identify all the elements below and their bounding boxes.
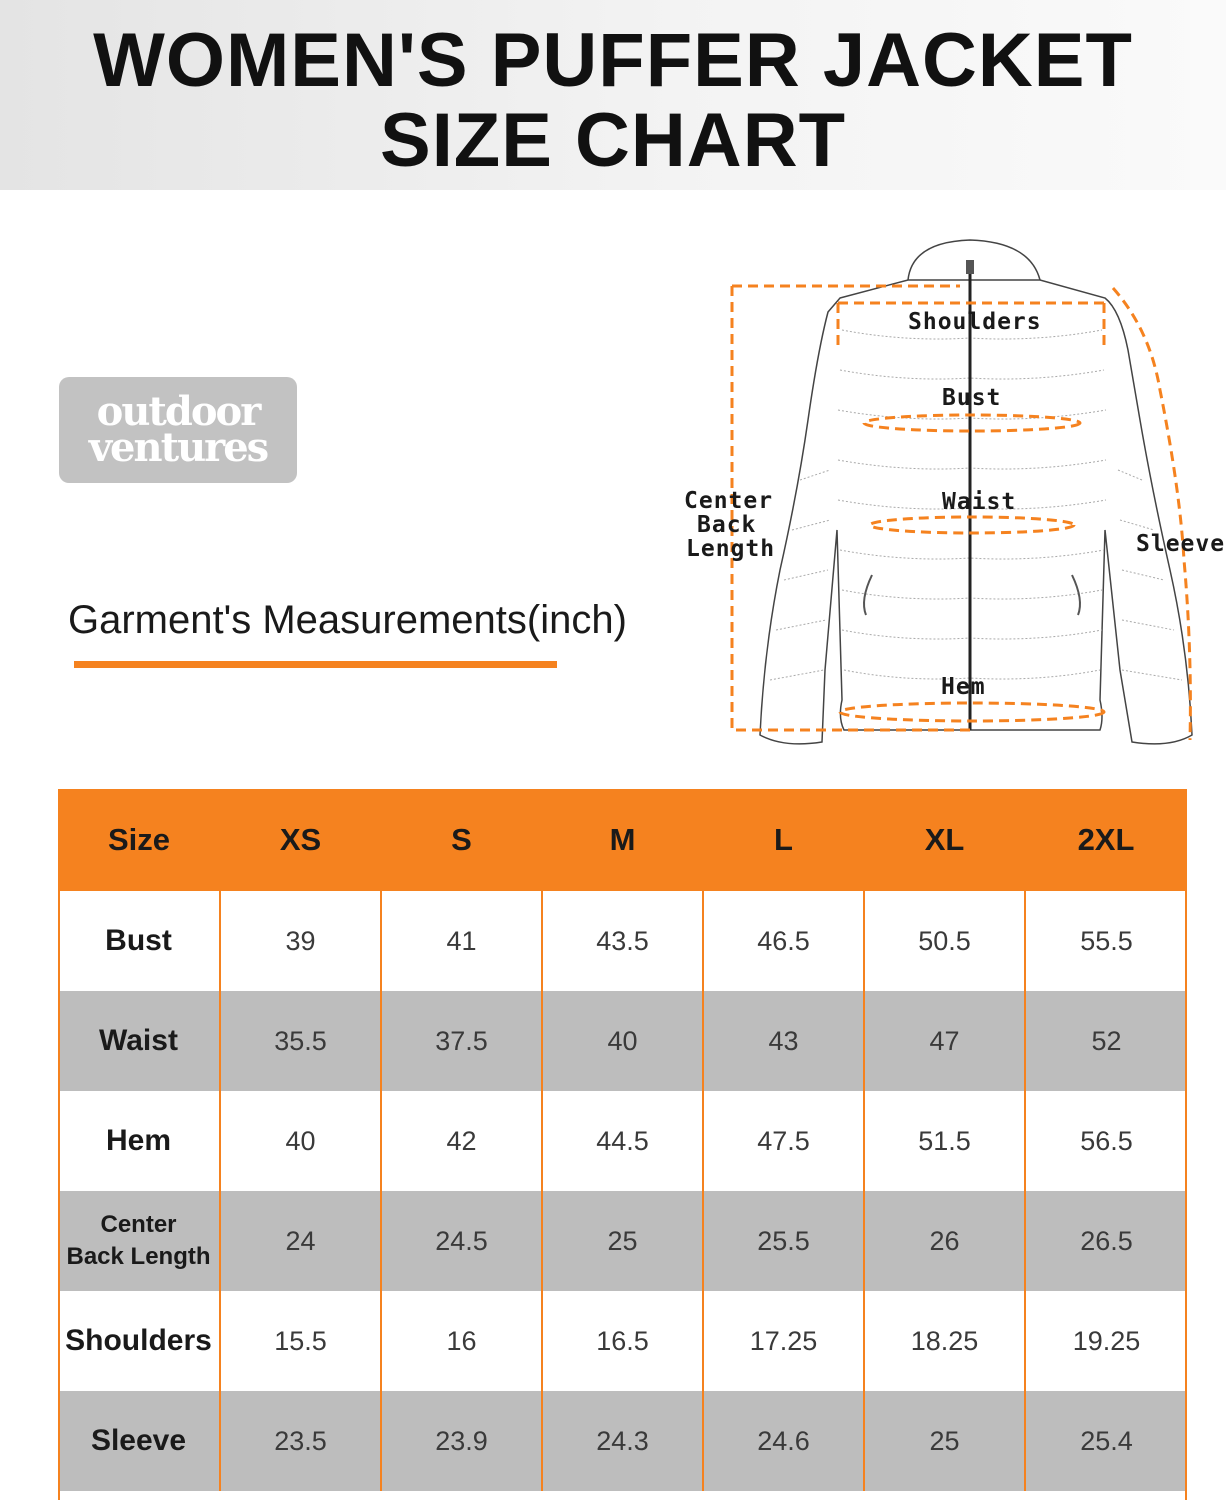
- table-cell: 16: [381, 1291, 542, 1391]
- center-back-label-1: Center: [684, 488, 774, 514]
- table-cell: 39: [220, 891, 381, 991]
- table-cell: 17.25: [703, 1291, 864, 1391]
- table-cell: 40: [220, 1091, 381, 1191]
- table-cell: 40: [542, 991, 703, 1091]
- table-header-row: [58, 789, 1187, 891]
- table-cell: 25.5: [703, 1191, 864, 1291]
- table-border-right: [1185, 891, 1187, 1500]
- table-row-sleeve: [58, 1391, 1187, 1491]
- table-cell: 41: [381, 891, 542, 991]
- table-cell: 15.5: [220, 1291, 381, 1391]
- table-border-left: [58, 891, 60, 1500]
- hem-label: Hem: [941, 674, 986, 700]
- heading-underline: [74, 661, 557, 668]
- brand-logo: [59, 377, 297, 483]
- table-cell: 25: [864, 1391, 1025, 1491]
- table-row-bust: [58, 891, 1187, 991]
- table-cell: 44.5: [542, 1091, 703, 1191]
- size-col-header: L: [703, 789, 864, 891]
- size-header: Size: [58, 789, 220, 891]
- table-cell: 55.5: [1025, 891, 1187, 991]
- center-back-label-3: Length: [686, 536, 776, 562]
- table-cell: 25: [542, 1191, 703, 1291]
- table-cell: 37.5: [381, 991, 542, 1091]
- waist-label: Waist: [942, 489, 1017, 515]
- size-col-header: S: [381, 789, 542, 891]
- table-cell: 42: [381, 1091, 542, 1191]
- sleeve-label: Sleeve: [1136, 531, 1226, 557]
- table-cell: 43.5: [542, 891, 703, 991]
- page-title-line1: WOMEN'S PUFFER JACKET: [93, 18, 1133, 103]
- row-label: Shoulders: [58, 1291, 220, 1391]
- table-cell: 47.5: [703, 1091, 864, 1191]
- table-row-center-back-length: [58, 1191, 1187, 1291]
- table-cell: 50.5: [864, 891, 1025, 991]
- size-col-header: M: [542, 789, 703, 891]
- logo-line1: outdoor: [96, 388, 260, 435]
- table-cell: 35.5: [220, 991, 381, 1091]
- table-cell: 16.5: [542, 1291, 703, 1391]
- row-label-line2: Back Length: [66, 1243, 211, 1270]
- table-cell: 23.5: [220, 1391, 381, 1491]
- table-cell: 26.5: [1025, 1191, 1187, 1291]
- table-cell: 24.6: [703, 1391, 864, 1491]
- jacket-diagram: [680, 230, 1226, 760]
- row-label: Sleeve: [58, 1391, 220, 1491]
- table-cell: 51.5: [864, 1091, 1025, 1191]
- size-col-header: XL: [864, 789, 1025, 891]
- row-label: Bust: [58, 891, 220, 991]
- table-cell: 47: [864, 991, 1025, 1091]
- table-row-waist: [58, 991, 1187, 1091]
- shoulders-label: Shoulders: [908, 309, 1042, 335]
- table-cell: 25.4: [1025, 1391, 1187, 1491]
- page-title-line2: SIZE CHART: [380, 98, 846, 183]
- table-cell: 18.25: [864, 1291, 1025, 1391]
- center-back-label-2: Back: [697, 512, 757, 538]
- row-label: Waist: [58, 991, 220, 1091]
- bust-label: Bust: [942, 385, 1002, 411]
- table-cell: 43: [703, 991, 864, 1091]
- size-chart-table: [58, 789, 1187, 1491]
- row-label-line1: Center: [100, 1211, 177, 1238]
- table-cell: 24.3: [542, 1391, 703, 1491]
- table-cell: 24.5: [381, 1191, 542, 1291]
- table-cell: 46.5: [703, 891, 864, 991]
- table-cell: 24: [220, 1191, 381, 1291]
- row-label: [58, 1191, 220, 1291]
- size-col-header: 2XL: [1025, 789, 1187, 891]
- table-cell: 56.5: [1025, 1091, 1187, 1191]
- table-cell: 52: [1025, 991, 1187, 1091]
- table-cell: 23.9: [381, 1391, 542, 1491]
- table-cell: 19.25: [1025, 1291, 1187, 1391]
- table-cell: 26: [864, 1191, 1025, 1291]
- table-row-hem: [58, 1091, 1187, 1191]
- title-banner: [0, 0, 1226, 190]
- table-row-shoulders: [58, 1291, 1187, 1391]
- size-col-header: XS: [220, 789, 381, 891]
- row-label: Hem: [58, 1091, 220, 1191]
- logo-line2: ventures: [88, 424, 268, 471]
- measurements-heading: Garment's Measurements(inch): [68, 598, 627, 642]
